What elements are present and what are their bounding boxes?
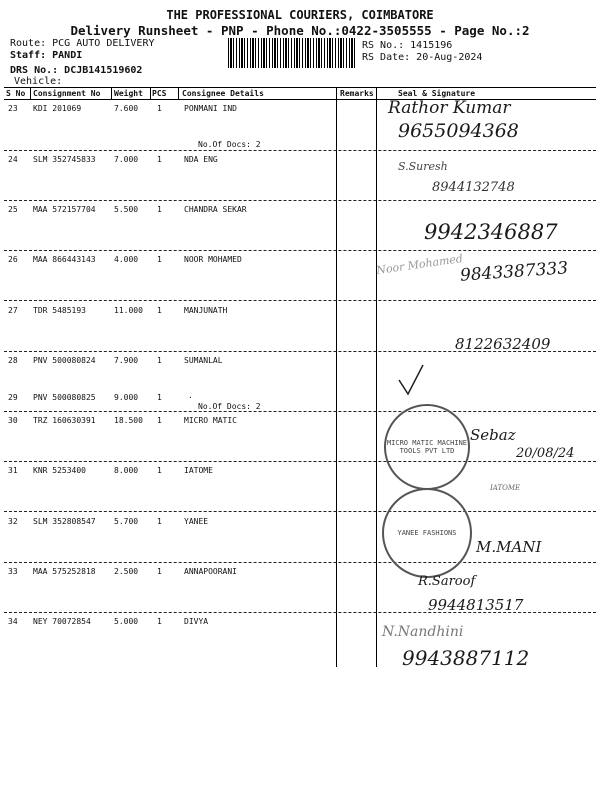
cell-pcs: 1 (157, 393, 162, 402)
row-divider (4, 300, 596, 301)
cell-pcs: 1 (157, 617, 162, 626)
cell-weight: 5.000 (114, 617, 139, 626)
cell-pcs: 1 (157, 567, 162, 576)
cell-pcs: 1 (157, 356, 162, 365)
col-consignment: Consignment No (33, 89, 101, 98)
cell-consignment: MAA 572157704 (33, 205, 96, 214)
cell-consignment: KDI 201069 (33, 104, 82, 113)
cell-consignee: MICRO MATIC (184, 416, 237, 425)
rs-number: RS No.: 1415196 (362, 40, 453, 51)
cell-weight: 4.000 (114, 255, 139, 264)
cell-weight: 2.500 (114, 567, 139, 576)
cell-weight: 8.000 (114, 466, 139, 475)
signature-row-24: S.Suresh (398, 160, 448, 173)
phone-row-33: 9944813517 (428, 596, 524, 614)
cell-weight: 18.500 (114, 416, 143, 425)
row-divider (4, 411, 596, 412)
staff-label: Staff: PANDI (10, 50, 83, 61)
cell-consignee: IATOME (184, 466, 213, 475)
cell-consignee: NOOR MOHAMED (184, 255, 242, 264)
row-divider (4, 511, 596, 512)
drs-number: DRS No.: DCJB141519602 (10, 65, 143, 76)
col-seal-signature: Seal & Signature (398, 89, 476, 98)
company-title: THE PROFESSIONAL COURIERS, COIMBATORE (166, 8, 434, 22)
cell-sno: 26 (8, 255, 18, 264)
cell-consignment: TRZ 160630391 (33, 416, 96, 425)
cell-sno: 28 (8, 356, 18, 365)
cell-consignee: DIVYA (184, 617, 209, 626)
table-top-border (4, 87, 596, 88)
cell-weight: 5.700 (114, 517, 139, 526)
cell-consignee: . (188, 391, 193, 400)
cell-sno: 29 (8, 393, 18, 402)
cell-pcs: 1 (157, 416, 162, 425)
cell-weight: 7.000 (114, 155, 139, 164)
cell-consignee: YANEE (184, 517, 209, 526)
col-consignee: Consignee Details (182, 89, 264, 98)
cell-consignment: PNV 500080825 (33, 393, 96, 402)
cell-weight: 5.500 (114, 205, 139, 214)
col-remarks: Remarks (340, 89, 374, 98)
cell-pcs: 1 (157, 205, 162, 214)
cell-consignee: PONMANI IND (184, 104, 237, 113)
col-weight: Weight (114, 89, 143, 98)
col-sno: S No (6, 89, 26, 98)
cell-pcs: 1 (157, 466, 162, 475)
cell-weight: 9.000 (114, 393, 139, 402)
cell-consignee: CHANDRA SEKAR (184, 205, 247, 214)
remarks-left-border (336, 87, 337, 667)
cell-consignment: TDR 5485193 (33, 306, 86, 315)
signature-row-33: R.Saroof (418, 574, 476, 589)
phone-row-26: 9843387333 (459, 258, 569, 286)
cell-sno: 30 (8, 416, 18, 425)
cell-consignment: KNR 5253400 (33, 466, 86, 475)
signature-row-34: N.Nandhini (382, 624, 464, 640)
cell-pcs: 1 (157, 104, 162, 113)
cell-consignment: PNV 500080824 (33, 356, 96, 365)
signature-row-32: M.MANI (476, 538, 542, 556)
phone-row-34: 9943887112 (402, 646, 530, 670)
col-divider (111, 87, 112, 100)
stamp-text: MICRO MATIC MACHINE TOOLS PVT LTD (386, 439, 468, 455)
col-divider (150, 87, 151, 100)
cell-docs: No.Of Docs: 2 (198, 402, 261, 411)
phone-row-25: 9942346887 (424, 220, 558, 244)
cell-weight: 7.900 (114, 356, 139, 365)
row-divider (4, 461, 596, 462)
phone-row-24: 8944132748 (432, 180, 515, 195)
signature-row-26: Noor Mohamed (375, 251, 464, 278)
remarks-right-border (376, 87, 377, 667)
cell-consignment: SLM 352808547 (33, 517, 96, 526)
cell-consignment: NEY 70072854 (33, 617, 91, 626)
cell-consignee: MANJUNATH (184, 306, 228, 315)
runsheet-subtitle: Delivery Runsheet - PNP - Phone No.:0422-3505555 - Page No.:2 (70, 23, 530, 38)
cell-sno: 33 (8, 567, 18, 576)
barcode (228, 38, 356, 68)
phone-row-23: 9655094368 (398, 120, 519, 142)
cell-docs: No.Of Docs: 2 (198, 140, 261, 149)
col-divider (30, 87, 31, 100)
note-row-31: IATOME (490, 484, 521, 492)
row-divider (4, 250, 596, 251)
cell-pcs: 1 (157, 306, 162, 315)
cell-consignee: SUMANLAL (184, 356, 223, 365)
cell-pcs: 1 (157, 155, 162, 164)
cell-pcs: 1 (157, 517, 162, 526)
row-divider (4, 562, 596, 563)
row-divider (4, 200, 596, 201)
cell-sno: 34 (8, 617, 18, 626)
route-label: Route: PCG AUTO DELIVERY (10, 38, 155, 49)
company-stamp-icon (384, 404, 470, 490)
col-pcs: PCS (152, 89, 167, 98)
tick-mark-icon (396, 362, 426, 398)
signature-row-30: Sebaz (470, 426, 516, 444)
cell-sno: 23 (8, 104, 18, 113)
cell-weight: 11.000 (114, 306, 143, 315)
cell-consignment: SLM 352745833 (33, 155, 96, 164)
cell-consignee: NDA ENG (184, 155, 218, 164)
row-divider (4, 150, 596, 151)
rs-date: RS Date: 20-Aug-2024 (362, 52, 483, 63)
company-stamp-icon (382, 488, 472, 578)
cell-pcs: 1 (157, 255, 162, 264)
cell-sno: 31 (8, 466, 18, 475)
cell-weight: 7.600 (114, 104, 139, 113)
cell-consignee: ANNAPOORANI (184, 567, 237, 576)
col-divider (178, 87, 179, 100)
cell-consignment: MAA 866443143 (33, 255, 96, 264)
phone-row-27: 8122632409 (455, 335, 551, 353)
cell-sno: 27 (8, 306, 18, 315)
cell-sno: 25 (8, 205, 18, 214)
cell-consignment: MAA 575252818 (33, 567, 96, 576)
cell-sno: 24 (8, 155, 18, 164)
cell-sno: 32 (8, 517, 18, 526)
signature-row-23: Rathor Kumar (388, 98, 511, 118)
stamp-text: YANEE FASHIONS (397, 529, 457, 537)
vehicle-label: Vehicle: (14, 76, 63, 87)
date-row-30: 20/08/24 (516, 446, 575, 461)
